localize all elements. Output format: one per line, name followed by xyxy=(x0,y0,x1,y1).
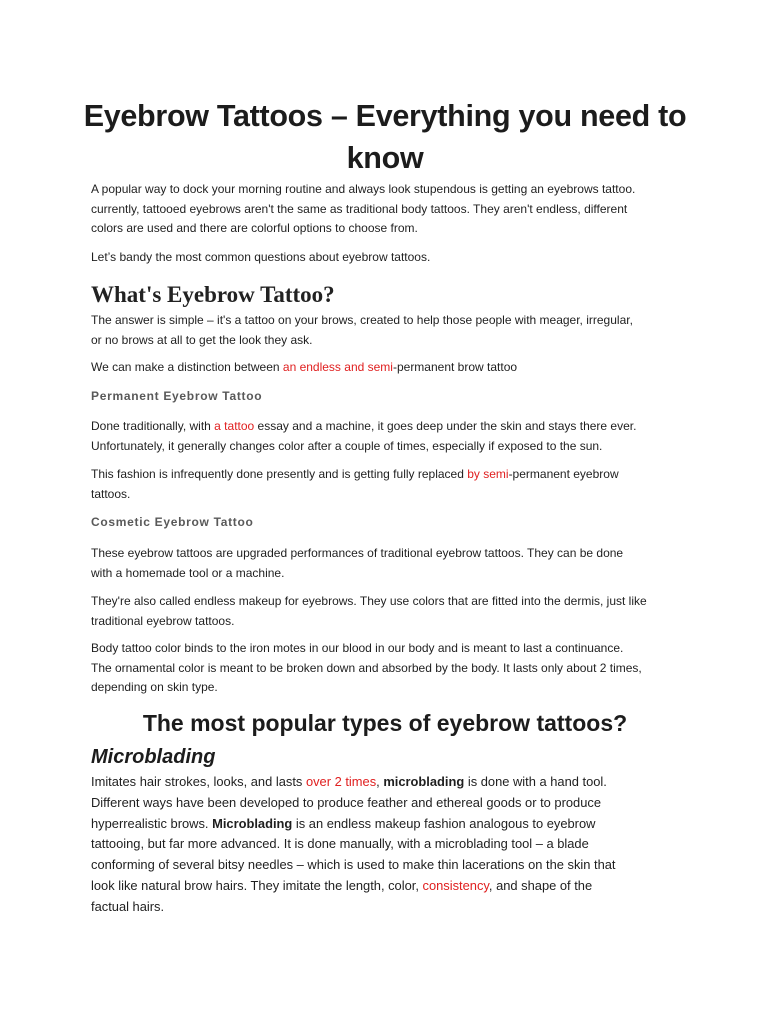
answer-line-1: The answer is simple – it's a tattoo on your brows, created to help those people with meager, irregular, xyxy=(91,313,633,327)
permanent-p2-line-2: tattoos. xyxy=(91,486,131,501)
microblading-line-5: conforming of several bitsy needles – which is used to make thin lacerations on the skin that xyxy=(91,857,616,873)
cosmetic-p1-line-2: with a homemade tool or a machine. xyxy=(91,565,285,580)
cosmetic-heading: Cosmetic Eyebrow Tattoo xyxy=(91,515,254,529)
permanent-p2-before: This fashion is infrequently done presently and is getting fully replaced xyxy=(91,467,468,481)
permanent-p1-before: Done traditionally, with xyxy=(91,419,215,433)
microblading-line-3 xyxy=(91,814,691,835)
mb-l1-b: , xyxy=(376,774,384,789)
microblading-line-2: Different ways have been developed to produce feather and ethereal goods or to produce xyxy=(91,794,602,810)
distinction-text-before: We can make a distinction between xyxy=(91,360,283,374)
permanent-p1-line-2: Unfortunately, it generally changes color after a couple of times, especially if exposed to the sun. xyxy=(91,438,603,453)
types-heading: The most popular types of eyebrow tattoos? xyxy=(142,710,628,736)
mb-l1-a: Imitates hair strokes, looks, and lasts xyxy=(91,774,306,789)
mb-l1-bold: microblading xyxy=(383,774,465,789)
intro-line-1: A popular way to dock your morning routine and always look stupendous is getting an eyebrows tattoo. xyxy=(91,182,636,196)
mb-l3-b: is an endless makeup fashion analogous to eyebrow xyxy=(292,815,596,831)
distinction-text-after: -permanent brow tattoo xyxy=(392,360,518,374)
link-over-2-times[interactable]: over 2 times xyxy=(305,774,377,789)
microblading-paragraph xyxy=(91,772,691,918)
microblading-line-7: factual hairs. xyxy=(91,898,165,914)
cosmetic-p2-line-1: They're also called endless makeup for eyebrows. They use colors that are fitted into the dermis, just like xyxy=(91,594,647,608)
document-title: Eyebrow Tattoos – Everything you need to know xyxy=(83,99,687,175)
cosmetic-p3-line-3: depending on skin type. xyxy=(91,680,218,694)
mb-l3-a: hyperrealistic brows. xyxy=(91,815,213,831)
cosmetic-paragraph-3 xyxy=(91,639,691,698)
cosmetic-p3-line-2: The ornamental color is meant to be broken down and absorbed by the body. It lasts only about 2 times, xyxy=(91,660,642,675)
mb-l3-bold: Microblading xyxy=(212,815,293,831)
permanent-p1-line-1 xyxy=(91,417,691,437)
mb-l6-a: look like natural brow hairs. They imitate the length, color, xyxy=(91,877,423,893)
intro-paragraph xyxy=(91,180,691,239)
cosmetic-p2-line-2: traditional eyebrow tattoos. xyxy=(91,613,235,628)
permanent-paragraph-2 xyxy=(91,465,691,504)
permanent-heading: Permanent Eyebrow Tattoo xyxy=(91,389,263,403)
cosmetic-paragraph-1 xyxy=(91,544,691,583)
answer-line-2: or no brows at all to get the look they ask. xyxy=(91,332,313,347)
permanent-paragraph-1 xyxy=(91,417,691,456)
answer-paragraph xyxy=(91,311,691,350)
distinction-paragraph xyxy=(91,358,691,378)
microblading-line-1 xyxy=(91,772,691,793)
microblading-heading: Microblading xyxy=(91,746,216,768)
intro-line-2: currently, tattooed eyebrows aren't the same as traditional body tattoos. They aren't endless, different xyxy=(91,201,628,216)
cosmetic-paragraph-2 xyxy=(91,592,691,631)
mb-l1-c: is done with a hand tool. xyxy=(464,774,607,789)
link-by-semi[interactable]: by semi xyxy=(467,467,509,481)
section-heading-what-is: What's Eyebrow Tattoo? xyxy=(91,282,335,307)
mb-l6-b: , and shape of the xyxy=(488,877,593,893)
permanent-p2-line-1 xyxy=(91,465,691,485)
cosmetic-p1-line-1: These eyebrow tattoos are upgraded performances of traditional eyebrow tattoos. They can be done xyxy=(91,546,624,560)
permanent-p1-after: essay and a machine, it goes deep under the skin and stays there ever. xyxy=(254,419,637,433)
intro-line-3: colors are used and there are colorful options to choose from. xyxy=(91,221,418,235)
microblading-line-4: tattooing, but far more advanced. It is done manually, with a microblading tool – a blade xyxy=(91,836,589,852)
cosmetic-p3-line-1: Body tattoo color binds to the iron motes in our blood in our body and is meant to last a continuance. xyxy=(91,641,624,655)
link-a-tattoo[interactable]: a tattoo xyxy=(214,419,255,433)
link-consistency[interactable]: consistency xyxy=(422,877,489,893)
bandy-paragraph: Let’s bandy the most common questions about eyebrow tattoos. xyxy=(91,250,431,264)
link-endless-semi[interactable]: an endless and semi xyxy=(282,360,393,374)
permanent-p2-after: -permanent eyebrow xyxy=(508,467,619,481)
microblading-line-6 xyxy=(91,876,691,897)
